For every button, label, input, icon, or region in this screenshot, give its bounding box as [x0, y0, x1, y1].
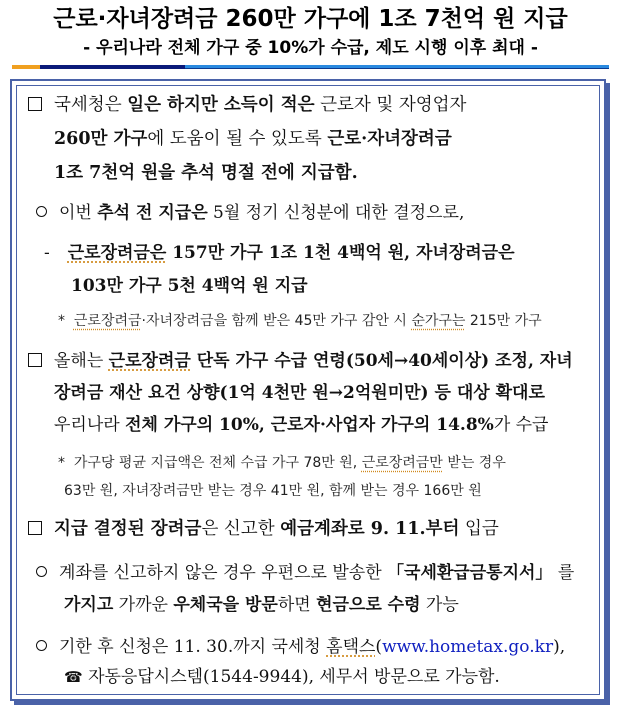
section3-sub2-line1	[36, 634, 565, 660]
section1-line1	[28, 92, 466, 118]
text: 가 수급	[493, 415, 549, 435]
text: 가능	[420, 595, 459, 615]
phone-icon: ☎	[64, 668, 83, 686]
text: ·자녀장려금을 함께 받은 45만 가구 감안 시	[141, 313, 412, 329]
section1-sub1	[36, 200, 464, 226]
section1-line2	[54, 126, 452, 152]
circle-bullet-icon	[36, 206, 47, 217]
square-bullet-icon	[28, 353, 42, 367]
bold-text: 단독 가구 수급 연령(50세→40세이상) 조정, 자녀	[190, 351, 573, 371]
text: 은 신고한	[201, 519, 281, 539]
text: 에 도움이 될 수 있도록	[147, 129, 328, 149]
bold-text: 157만 가구 1조 1천 4백억 원, 자녀장려금은	[166, 243, 515, 263]
dash-bullet: -	[44, 243, 50, 263]
bold-text: 예금계좌로 9. 11.부터	[280, 519, 460, 539]
bold-text: 근로·자녀장려금	[327, 129, 452, 149]
bold-text: 우체국을 방문	[173, 595, 278, 615]
text: 하면	[277, 595, 317, 615]
bold-text: 근로장려금은	[67, 243, 167, 263]
page-subtitle: - 우리나라 전체 가구 중 10%가 수급, 제도 시행 이후 최대 -	[83, 38, 538, 58]
text: 근로자 및 자영업자	[314, 95, 467, 115]
text: 이번	[59, 203, 98, 223]
section1-dash-line1	[44, 240, 515, 266]
bold-text: 가지고	[64, 595, 114, 615]
page-title: 근로·자녀장려금 260만 가구에 1조 7천억 원 지급	[53, 6, 568, 32]
text: 가구당 평균 지급액은 전체 수급 가구 78만 원,	[73, 455, 362, 471]
text: 올해는	[54, 351, 109, 371]
section2-note-line2: 63만 원, 자녀장려금만 받는 경우 41만 원, 함께 받는 경우 166만 원	[64, 483, 482, 499]
text: (	[375, 637, 383, 657]
section2-line1	[28, 348, 573, 374]
square-bullet-icon	[28, 97, 42, 111]
bold-text: 지급 결정된 장려금	[54, 519, 202, 539]
divider-segment-orange	[12, 65, 40, 69]
bold-text: 추석 전 지급은	[97, 203, 208, 223]
text: 우리나라	[54, 415, 126, 435]
section2-line2: 장려금 재산 요건 상향(1억 4천만 원→2억원미만) 등 대상 확대로	[54, 383, 545, 403]
text: 근로장려금만	[361, 455, 443, 471]
circle-bullet-icon	[36, 566, 47, 577]
bold-text: 260만 가구	[54, 129, 148, 149]
text: 순가구는	[411, 313, 466, 329]
section1-dash-line2: 103만 가구 5천 4백억 원 지급	[71, 276, 308, 296]
text: 기한 후 신청은 11. 30.까지 국세청	[59, 637, 327, 657]
title-divider-bar	[12, 65, 609, 69]
bold-text: 현금으로 수령	[316, 595, 421, 615]
text: 입금	[459, 519, 499, 539]
section3-sub2-line2	[64, 664, 500, 690]
section3-sub1-line1	[36, 560, 574, 586]
text: 가까운	[113, 595, 174, 615]
text: 를	[552, 563, 575, 583]
bold-text: 근로장려금	[108, 351, 191, 371]
divider-segment-blue	[185, 65, 609, 69]
bold-text: 「국세환급금통지서」	[387, 563, 553, 583]
text: 215만 가구	[465, 313, 542, 329]
section3-line1	[28, 516, 499, 542]
bold-text: 전체 가구의 10%, 근로자·사업자 가구의 14.8%	[125, 415, 494, 435]
circle-bullet-icon	[36, 640, 47, 651]
divider-segment-navy	[40, 65, 185, 69]
text: 계좌를 신고하지 않은 경우 우편으로 발송한	[59, 563, 388, 583]
section1-line3: 1조 7천억 원을 추석 명절 전에 지급함.	[54, 163, 358, 183]
section2-note-line1	[58, 450, 506, 476]
text: 홈택스	[326, 637, 376, 657]
text: 받는 경우	[442, 455, 506, 471]
text: 5월 정기 신청분에 대한 결정으로,	[207, 203, 465, 223]
square-bullet-icon	[28, 521, 42, 535]
section1-note	[58, 308, 542, 334]
asterisk-bullet: *	[58, 455, 65, 471]
section3-sub1-line2	[64, 592, 459, 618]
asterisk-bullet: *	[58, 313, 65, 329]
hometax-link[interactable]: www.hometax.go.kr	[382, 637, 554, 657]
text: 자동응답시스템(1544-9944), 세무서 방문으로 가능함.	[82, 667, 500, 687]
text: ),	[553, 637, 566, 657]
bold-text: 일은 하지만 소득이 적은	[127, 95, 315, 115]
text: 국세청은	[54, 95, 128, 115]
section2-line3	[54, 412, 548, 438]
text: 근로장려금	[73, 313, 142, 329]
